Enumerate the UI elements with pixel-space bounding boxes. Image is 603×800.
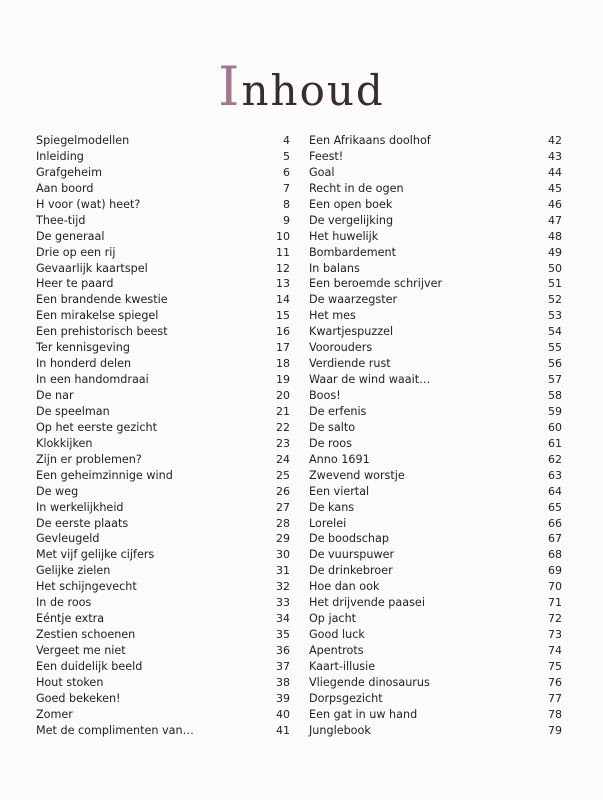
toc-entry-page: 6	[283, 165, 290, 179]
toc-entry-title: De erfenis	[309, 404, 367, 418]
toc-entry	[36, 643, 290, 659]
toc-entry-page: 38	[276, 675, 290, 689]
toc-entry-page: 50	[548, 261, 562, 275]
toc-entry-title: Het drijvende paasei	[309, 596, 425, 610]
toc-entry-page: 40	[276, 707, 290, 721]
toc-entry-title: Een prehistorisch beest	[36, 325, 168, 339]
toc-entry-title: Kwartjespuzzel	[309, 325, 394, 339]
toc-entry-title: Gelijke zielen	[36, 564, 111, 578]
toc-entry-page: 66	[548, 516, 562, 530]
toc-entry-title: H voor (wat) heet?	[36, 197, 141, 211]
toc-entry	[36, 595, 290, 611]
toc-entry-page: 69	[548, 564, 562, 578]
toc-entry-title: Een gat in uw hand	[309, 707, 418, 721]
toc-entry-page: 63	[548, 468, 562, 482]
toc-entry-page: 5	[283, 149, 290, 163]
toc-entry	[36, 691, 290, 707]
toc-entry	[36, 500, 290, 516]
toc-entry-title: Een duidelijk beeld	[36, 659, 143, 673]
title-rest: nhoud	[241, 66, 385, 115]
toc-entry-title: Een mirakelse spiegel	[36, 309, 159, 323]
toc-entry-page: 26	[276, 484, 290, 498]
toc-entry-page: 73	[548, 628, 562, 642]
toc-entry	[36, 372, 290, 388]
toc-entry	[309, 356, 562, 372]
toc-entry-title: Hoe dan ook	[309, 580, 380, 594]
toc-entry-title: Spiegelmodellen	[36, 134, 130, 147]
toc-entry	[309, 197, 562, 213]
toc-entry	[36, 563, 290, 579]
toc-entry	[309, 643, 562, 659]
toc-entry-page: 64	[548, 484, 562, 498]
toc-entry	[309, 547, 562, 563]
toc-entry-page: 36	[276, 644, 290, 657]
toc-entry-title: Een Afrikaans doolhof	[309, 134, 431, 147]
toc-entry	[36, 707, 290, 723]
toc-entry-page: 7	[283, 181, 290, 195]
toc-entry	[309, 324, 562, 340]
toc-entry-page: 9	[283, 213, 290, 227]
toc-entry	[309, 611, 562, 627]
toc-entry-page: 62	[548, 452, 562, 466]
toc-entry	[309, 404, 562, 420]
toc-entry-title: Boos!	[309, 389, 341, 402]
toc-entry-title: De waarzegster	[309, 293, 398, 307]
toc-entry-page: 25	[276, 468, 290, 482]
toc-entry	[309, 579, 562, 595]
toc-entry-page: 49	[548, 245, 562, 259]
toc-entry-page: 68	[548, 548, 562, 562]
toc-entry	[36, 165, 290, 181]
toc-entry-title: Op het eerste gezicht	[36, 420, 157, 434]
toc-entry-title: Dorpsgezicht	[309, 691, 383, 705]
toc-entry	[309, 675, 562, 691]
toc-entry	[36, 420, 290, 436]
toc-entry	[36, 229, 290, 245]
toc-entry-title: Ter kennisgeving	[36, 341, 130, 355]
toc-entry	[309, 181, 562, 197]
toc-entry-title: Aan boord	[36, 181, 94, 195]
toc-entry	[309, 388, 562, 404]
toc-entry-page: 13	[276, 277, 290, 291]
toc-entry	[309, 691, 562, 707]
toc-entry	[36, 276, 290, 292]
toc-entry-page: 4	[283, 134, 290, 147]
toc-entry-title: Kaart-illusie	[309, 659, 376, 673]
toc-entry	[36, 388, 290, 404]
toc-entry-title: Good luck	[309, 628, 365, 642]
toc-entry-page: 42	[548, 134, 562, 147]
toc-entry-page: 39	[276, 691, 290, 705]
toc-entry-title: Junglebook	[309, 723, 371, 737]
toc-entry-page: 78	[548, 707, 562, 721]
toc-entry-title: In balans	[309, 261, 360, 275]
toc-entry-title: Eéntje extra	[36, 612, 105, 626]
toc-entry	[36, 675, 290, 691]
toc-entry-title: Vergeet me niet	[36, 644, 126, 657]
toc-entry-page: 57	[548, 373, 562, 387]
toc-entry-title: Een open boek	[309, 197, 393, 211]
toc-entry-page: 23	[276, 436, 290, 450]
toc-entry	[309, 149, 562, 165]
toc-entry-title: Apentrots	[309, 644, 364, 657]
toc-entry-page: 72	[548, 612, 562, 626]
toc-entry-title: Gevaarlijk kaartspel	[36, 261, 148, 275]
toc-entry-page: 19	[276, 373, 290, 387]
toc-entry-title: Met de complimenten van…	[36, 723, 194, 737]
toc-entry-title: Zijn er problemen?	[36, 452, 142, 466]
toc-entry	[36, 197, 290, 213]
toc-entry	[36, 468, 290, 484]
toc-entry-title: Het mes	[309, 309, 356, 323]
toc-entry	[309, 229, 562, 245]
toc-entry-page: 45	[548, 181, 562, 195]
toc-entry	[309, 436, 562, 452]
toc-entry-title: De boodschap	[309, 532, 389, 546]
toc-entry	[36, 627, 290, 643]
toc-entry-page: 67	[548, 532, 562, 546]
toc-entry-page: 48	[548, 229, 562, 243]
toc-entry	[36, 261, 290, 277]
toc-entry-page: 74	[548, 644, 562, 657]
toc-entry	[309, 452, 562, 468]
toc-entry-title: Het schijngevecht	[36, 580, 137, 594]
toc-entry	[36, 452, 290, 468]
toc-entry	[309, 340, 562, 356]
toc-entry-title: De speelman	[36, 404, 110, 418]
toc-entry-page: 34	[276, 612, 290, 626]
toc-entry-page: 56	[548, 357, 562, 371]
toc-entry	[36, 531, 290, 547]
toc-entry-title: Een viertal	[309, 484, 370, 498]
toc-entry-title: In een handomdraai	[36, 373, 149, 387]
toc-entry	[309, 261, 562, 277]
toc-entry-page: 37	[276, 659, 290, 673]
toc-entry-page: 30	[276, 548, 290, 562]
toc-entry	[309, 659, 562, 675]
toc-entry-title: De generaal	[36, 229, 105, 243]
toc-entry	[36, 245, 290, 261]
toc-entry	[309, 420, 562, 436]
toc-entry	[309, 595, 562, 611]
toc-entry-page: 77	[548, 691, 562, 705]
toc-entry-page: 65	[548, 500, 562, 514]
toc-entry-title: Voorouders	[309, 341, 373, 355]
toc-entry-page: 15	[276, 309, 290, 323]
toc-entry	[36, 659, 290, 675]
toc-entry	[309, 372, 562, 388]
toc-entry	[309, 133, 562, 149]
toc-entry-title: Een geheimzinnige wind	[36, 468, 173, 482]
toc-entry-title: De drinkebroer	[309, 564, 393, 578]
toc-entry	[309, 484, 562, 500]
toc-entry-page: 52	[548, 293, 562, 307]
toc-entry-page: 12	[276, 261, 290, 275]
toc-entry-title: De vergelijking	[309, 213, 394, 227]
toc-entry-page: 10	[276, 229, 290, 243]
toc-entry-title: Thee-tijd	[36, 213, 86, 227]
toc-entry	[36, 404, 290, 420]
toc-entry-title: Heer te paard	[36, 277, 114, 291]
toc-entry-page: 44	[548, 165, 562, 179]
toc-entry	[36, 213, 290, 229]
toc-entry-page: 76	[548, 675, 562, 689]
toc-entry-title: Een beroemde schrijver	[309, 277, 443, 291]
toc-entry	[309, 308, 562, 324]
toc-entry-title: In werkelijkheid	[36, 500, 124, 514]
toc-entry-title: De vuurspuwer	[309, 548, 395, 562]
toc-entry-page: 31	[276, 564, 290, 578]
toc-entry-page: 58	[548, 389, 562, 402]
toc-entry-page: 51	[548, 277, 562, 291]
toc-entry-page: 8	[283, 197, 290, 211]
toc-entry-page: 79	[548, 723, 562, 737]
toc-entry-page: 35	[276, 628, 290, 642]
toc-entry-page: 29	[276, 532, 290, 546]
toc-entry-page: 32	[276, 580, 290, 594]
toc-entry	[36, 516, 290, 532]
toc-entry-page: 27	[276, 500, 290, 514]
toc-entry	[309, 245, 562, 261]
toc-column-left	[36, 133, 290, 739]
toc-entry-title: Zomer	[36, 707, 73, 721]
toc-entry	[36, 723, 290, 739]
toc-entry-title: Waar de wind waait…	[309, 373, 431, 387]
toc-entry	[36, 149, 290, 165]
toc-entry-title: Goal	[309, 165, 335, 179]
toc-entry-title: In de roos	[36, 596, 92, 610]
toc-entry	[309, 723, 562, 739]
toc-entry-title: Drie op een rij	[36, 245, 116, 259]
toc-entry-page: 11	[276, 245, 290, 259]
toc-entry	[36, 133, 290, 149]
toc-entry-title: Goed bekeken!	[36, 691, 121, 705]
toc-entry-page: 17	[276, 341, 290, 355]
toc-entry	[309, 276, 562, 292]
toc-entry	[309, 563, 562, 579]
toc-entry-title: Een brandende kwestie	[36, 293, 168, 307]
toc-entry-page: 33	[276, 596, 290, 610]
toc-entry-page: 24	[276, 452, 290, 466]
toc-entry-page: 21	[276, 404, 290, 418]
toc-entry-page: 61	[548, 436, 562, 450]
toc-entry-page: 28	[276, 516, 290, 530]
toc-entry	[309, 500, 562, 516]
toc-entry-title: Gevleugeld	[36, 532, 100, 546]
toc-entry-title: De kans	[309, 500, 355, 514]
toc-entry-title: In honderd delen	[36, 357, 132, 371]
toc-entry-page: 54	[548, 325, 562, 339]
toc-entry-title: De eerste plaats	[36, 516, 129, 530]
toc-entry-page: 53	[548, 309, 562, 323]
toc-entry	[309, 468, 562, 484]
toc-entry	[36, 611, 290, 627]
toc-entry-title: Lorelei	[309, 516, 347, 530]
toc-entry-title: Feest!	[309, 149, 344, 163]
toc-entry-page: 43	[548, 149, 562, 163]
toc-entry	[309, 627, 562, 643]
toc-entry-title: De nar	[36, 389, 74, 402]
toc-entry	[309, 531, 562, 547]
toc-entry-title: Inleiding	[36, 149, 84, 163]
title-initial: I	[218, 55, 242, 118]
toc-entry	[309, 707, 562, 723]
toc-entry-title: Hout stoken	[36, 675, 104, 689]
toc-entry-page: 59	[548, 404, 562, 418]
toc-entry	[309, 292, 562, 308]
page-title	[0, 55, 603, 118]
toc-entry-page: 75	[548, 659, 562, 673]
toc-entry-title: Bombardement	[309, 245, 397, 259]
toc-entry-page: 60	[548, 420, 562, 434]
toc-entry	[309, 165, 562, 181]
toc-entry	[36, 308, 290, 324]
toc-entry-page: 71	[548, 596, 562, 610]
toc-entry-title: Vliegende dinosaurus	[309, 675, 430, 689]
toc-entry-title: Met vijf gelijke cijfers	[36, 548, 155, 562]
toc-entry	[309, 213, 562, 229]
toc-entry-title: De roos	[309, 436, 352, 450]
toc-entry-title: Grafgeheim	[36, 165, 103, 179]
toc-entry-title: Op jacht	[309, 612, 357, 626]
toc-entry-page: 20	[276, 389, 290, 402]
toc-entry	[36, 484, 290, 500]
toc-entry-page: 47	[548, 213, 562, 227]
toc-entry-page: 41	[276, 723, 290, 737]
toc-entry	[36, 292, 290, 308]
toc-entry	[36, 324, 290, 340]
toc-entry	[36, 579, 290, 595]
toc-entry-page: 70	[548, 580, 562, 594]
toc-entry-title: Verdiende rust	[309, 357, 391, 371]
toc-entry-title: Zwevend worstje	[309, 468, 405, 482]
toc-entry-page: 18	[276, 357, 290, 371]
toc-entry-page: 46	[548, 197, 562, 211]
toc-column-right	[309, 133, 562, 739]
toc-entry-page: 22	[276, 420, 290, 434]
toc-entry-title: Het huwelijk	[309, 229, 379, 243]
toc-entry-title: Recht in de ogen	[309, 181, 404, 195]
toc-entry-title: De salto	[309, 420, 356, 434]
toc-entry	[36, 356, 290, 372]
toc-entry-page: 55	[548, 341, 562, 355]
toc-entry	[36, 436, 290, 452]
toc-entry	[36, 181, 290, 197]
toc-entry-page: 14	[276, 293, 290, 307]
toc-entry-page: 16	[276, 325, 290, 339]
toc-entry-title: Zestien schoenen	[36, 628, 136, 642]
toc-entry-title: Anno 1691	[309, 452, 370, 466]
toc-entry-title: Klokkijken	[36, 436, 93, 450]
toc-entry	[36, 340, 290, 356]
toc-entry	[36, 547, 290, 563]
toc-entry	[309, 516, 562, 532]
toc-entry-title: De weg	[36, 484, 79, 498]
